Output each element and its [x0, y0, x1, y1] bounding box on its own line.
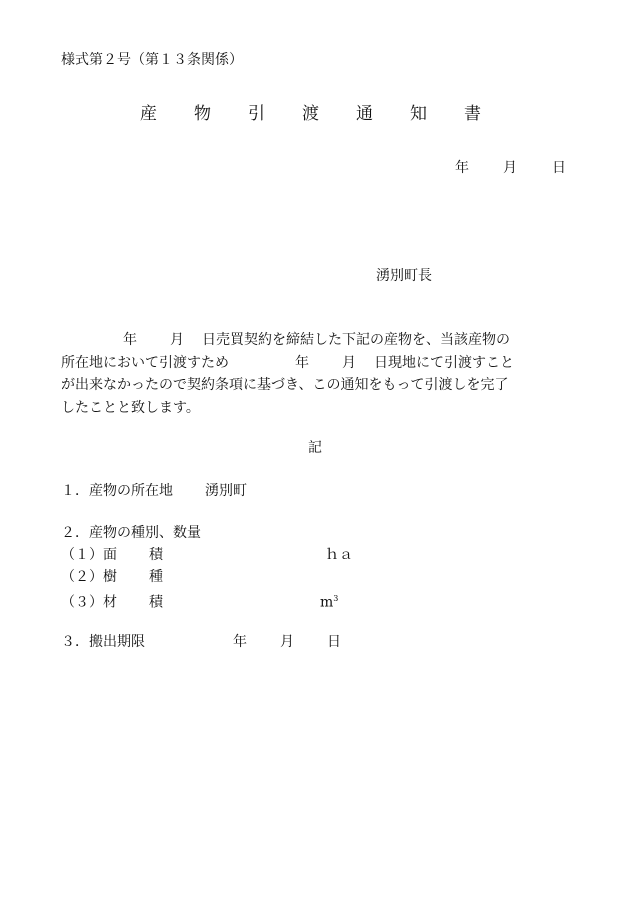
- sub-label-char: 材: [103, 594, 117, 611]
- body-text-segment: 日売買契約を締結した下記の産物を、当該産物の: [202, 332, 510, 348]
- deadline-day: 日: [327, 634, 341, 650]
- deadline-month: 月: [280, 634, 294, 650]
- sub-label-char: 積: [149, 594, 163, 611]
- body-month: 月: [342, 354, 356, 371]
- body-line-2: [61, 352, 571, 375]
- sub-label-char: 面: [103, 547, 117, 563]
- location-label: １．産物の所在地: [61, 483, 173, 499]
- body-line-3: が出来なかったので契約条項に基づき、この通知をもって引渡しを完了: [61, 377, 509, 393]
- document-title: [140, 104, 518, 124]
- item-deadline: [61, 632, 341, 652]
- body-year: 年: [123, 332, 137, 348]
- title-char: 渡: [302, 104, 319, 124]
- form-number: 様式第２号（第１３条関係）: [61, 52, 243, 68]
- body-line-1: [61, 329, 571, 352]
- sub-label-char: 種: [149, 569, 163, 585]
- item-location: [61, 481, 247, 501]
- item-kind-label: ２．産物の種別、数量: [61, 525, 201, 541]
- volume-unit: m: [320, 594, 334, 611]
- sub-label-char: 積: [149, 547, 163, 563]
- body-line-4: したことと致します。: [61, 399, 200, 416]
- title-char: 物: [194, 104, 211, 124]
- title-char: 知: [410, 104, 427, 124]
- title-char: 産: [140, 104, 157, 124]
- body-month: 月: [170, 332, 184, 348]
- area-unit: ｈａ: [325, 547, 353, 563]
- item-volume: [61, 589, 338, 613]
- deadline-label: ３．搬出期限: [61, 634, 145, 650]
- date-month: 月: [503, 160, 517, 176]
- title-char: 書: [464, 104, 481, 124]
- deadline-year: 年: [233, 634, 247, 650]
- title-char: 通: [356, 104, 373, 124]
- sub-label-char: 樹: [103, 569, 117, 585]
- date-year: 年: [455, 160, 469, 176]
- body-year: 年: [295, 354, 309, 371]
- sub-number: （２）: [61, 569, 103, 585]
- sender-name: 湧別町長: [376, 268, 432, 284]
- body-text-segment: 所在地において引渡すため: [61, 354, 229, 371]
- sub-number: （１）: [61, 547, 103, 563]
- body-text-segment: 日現地にて引渡すこと: [374, 354, 514, 371]
- notice-body: [61, 329, 571, 419]
- item-area: [61, 545, 353, 565]
- location-value: 湧別町: [205, 483, 247, 499]
- sub-number: （３）: [61, 594, 103, 611]
- ki-heading: 記: [308, 440, 322, 456]
- title-char: 引: [248, 104, 265, 124]
- date-day: 日: [552, 160, 566, 176]
- item-species: [61, 567, 163, 587]
- volume-unit-superscript: 3: [333, 594, 339, 603]
